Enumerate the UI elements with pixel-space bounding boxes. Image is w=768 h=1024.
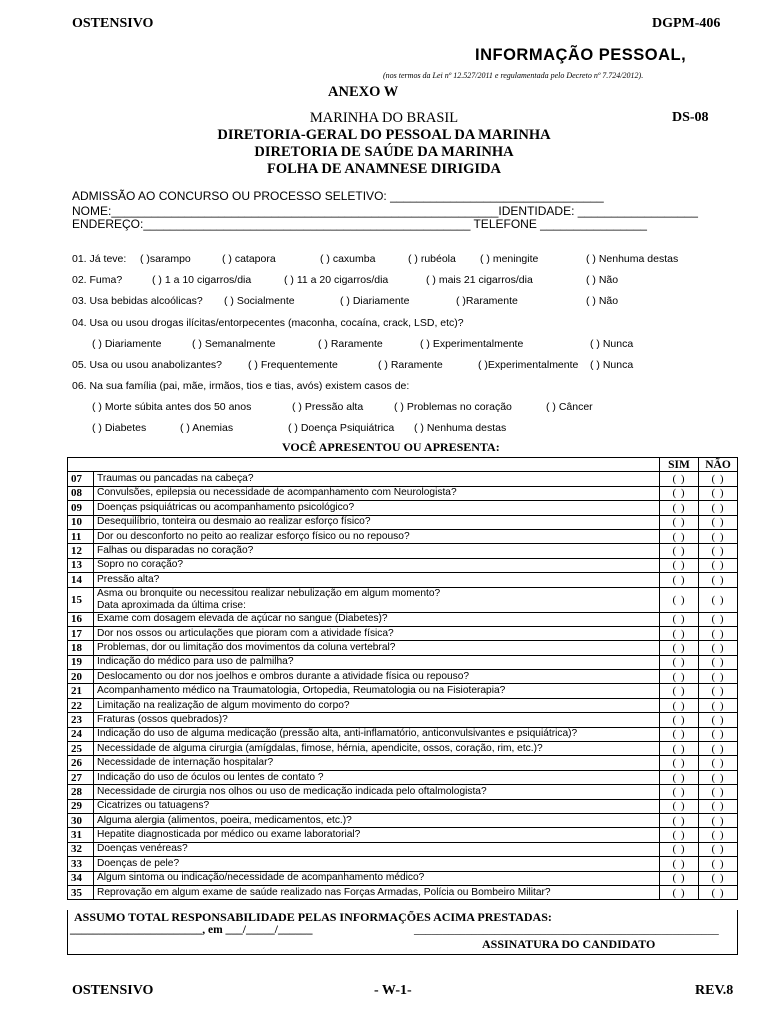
nao-checkbox[interactable]: ( ) [699, 486, 738, 500]
row-question [94, 573, 660, 587]
option-checkbox[interactable]: ( ) meningite [480, 253, 539, 265]
table-row [68, 813, 738, 827]
sim-checkbox[interactable]: ( ) [660, 785, 699, 799]
nao-checkbox[interactable]: ( ) [699, 558, 738, 572]
row-number: 20 [68, 670, 94, 684]
sim-checkbox[interactable]: ( ) [660, 799, 699, 813]
org-title-block [0, 110, 768, 178]
row-question-text: Acompanhamento médico na Traumatologia, Ortopedia, Reumatologia ou na Fisioterapia? [97, 685, 506, 697]
option-checkbox[interactable]: ( ) catapora [222, 253, 276, 265]
row-question [94, 828, 660, 842]
row-number: 11 [68, 529, 94, 543]
row-question [94, 655, 660, 669]
sim-checkbox[interactable]: ( ) [660, 756, 699, 770]
table-row [68, 785, 738, 799]
org-line: DIRETORIA DE SAÚDE DA MARINHA [254, 144, 514, 160]
org-line: MARINHA DO BRASIL [309, 110, 459, 126]
table-row [68, 655, 738, 669]
row-question [94, 684, 660, 698]
info-pessoal-note: (nos termos da Lei nº 12.527/2011 e regulamentada pelo Decreto nº 7.724/2012). [383, 71, 644, 80]
table-row [68, 558, 738, 572]
footer-revision: REV.8 [695, 983, 734, 998]
row-question [94, 486, 660, 500]
nao-checkbox[interactable]: ( ) [699, 713, 738, 727]
table-row [68, 770, 738, 784]
nao-checkbox[interactable]: ( ) [699, 626, 738, 640]
sim-checkbox[interactable]: ( ) [660, 501, 699, 515]
row-question [94, 785, 660, 799]
table-row [68, 501, 738, 515]
nao-checkbox[interactable]: ( ) [699, 742, 738, 756]
option-checkbox[interactable]: ( ) Pressão alta [292, 401, 364, 413]
signature-box [67, 910, 738, 955]
signature-line[interactable]: _____________________________________________________ [414, 924, 719, 936]
question-label: 05. Usa ou usou anabolizantes? [72, 359, 223, 371]
signature-label: ASSINATURA DO CANDIDATO [482, 937, 656, 951]
org-line: DIRETORIA-GERAL DO PESSOAL DA MARINHA [217, 127, 551, 143]
nao-checkbox[interactable]: ( ) [699, 544, 738, 558]
row-question-text: Algum sintoma ou indicação/necessidade de acompanhamento médico? [97, 872, 425, 884]
sim-checkbox[interactable]: ( ) [660, 573, 699, 587]
row-number: 16 [68, 612, 94, 626]
nao-checkbox[interactable]: ( ) [699, 573, 738, 587]
nao-checkbox[interactable]: ( ) [699, 501, 738, 515]
row-question-text: Cicatrizes ou tatuagens? [97, 800, 210, 812]
row-number: 18 [68, 641, 94, 655]
row-number: 30 [68, 813, 94, 827]
row-question [94, 813, 660, 827]
option-checkbox[interactable]: ( ) Doença Psiquiátrica [288, 422, 395, 434]
sim-checkbox[interactable]: ( ) [660, 670, 699, 684]
row-number: 08 [68, 486, 94, 500]
sim-checkbox[interactable]: ( ) [660, 857, 699, 871]
option-checkbox[interactable]: ( )sarampo [140, 253, 191, 265]
row-number: 31 [68, 828, 94, 842]
row-question [94, 612, 660, 626]
row-question [94, 558, 660, 572]
row-question-text: Indicação do uso de alguma medicação (pressão alta, anti-inflamatório, anticonvulsivantes e psiquiátrica)? [97, 728, 578, 740]
row-question-text: Sopro no coração? [97, 559, 184, 571]
nao-checkbox[interactable]: ( ) [699, 670, 738, 684]
row-question [94, 501, 660, 515]
option-checkbox[interactable]: ( ) Nunca [590, 338, 634, 350]
row-question-text: Fraturas (ossos quebrados)? [97, 713, 228, 725]
question-label: 02. Fuma? [72, 274, 123, 286]
sim-checkbox[interactable]: ( ) [660, 641, 699, 655]
option-checkbox[interactable]: ( ) caxumba [320, 253, 376, 265]
info-pessoal-title: INFORMAÇÃO PESSOAL, [475, 46, 687, 64]
question-label: 06. Na sua família (pai, mãe, irmãos, tios e tias, avós) existem casos de: [72, 380, 410, 392]
row-number: 09 [68, 501, 94, 515]
row-question-text: Exame com dosagem elevada de açúcar no sangue (Diabetes)? [97, 613, 388, 625]
nao-checkbox[interactable]: ( ) [699, 515, 738, 529]
row-number: 17 [68, 626, 94, 640]
sim-checkbox[interactable]: ( ) [660, 684, 699, 698]
nao-checkbox[interactable]: ( ) [699, 529, 738, 543]
row-number: 29 [68, 799, 94, 813]
option-checkbox[interactable]: ( ) Socialmente [224, 295, 295, 307]
table-row [68, 612, 738, 626]
question-label: 01. Já teve: [72, 253, 127, 265]
row-question-text: Necessidade de alguma cirurgia (amígdalas, fimose, hérnia, apendicite, ossos, coração, rim, etc.)? [97, 742, 543, 754]
header-spacer [68, 458, 660, 472]
table-row [68, 742, 738, 756]
option-checkbox[interactable]: ( ) Diariamente [340, 295, 410, 307]
address-phone-field[interactable]: ENDEREÇO:_________________________________________________ TELEFONE ________________ [72, 217, 647, 231]
sim-checkbox[interactable]: ( ) [660, 515, 699, 529]
row-question-text: Limitação na realização de algum movimento do corpo? [97, 699, 350, 711]
form-code: DS-08 [672, 110, 709, 125]
row-number: 23 [68, 713, 94, 727]
question-01 [72, 253, 679, 265]
table-row [68, 515, 738, 529]
row-question-text: Doenças psiquiátricas ou acompanhamento psicológico? [97, 501, 355, 513]
col-nao-header: NÃO [699, 458, 738, 472]
row-number: 34 [68, 871, 94, 885]
row-question-text: Alguma alergia (alimentos, poeira, medicamentos, etc.)? [97, 814, 352, 826]
table-row [68, 472, 738, 486]
row-question [94, 515, 660, 529]
name-identity-field[interactable]: NOME:__________________________________________________________IDENTIDADE: __________________ [72, 204, 698, 218]
option-checkbox[interactable]: ( ) rubéola [408, 253, 456, 265]
row-question [94, 544, 660, 558]
nao-checkbox[interactable]: ( ) [699, 641, 738, 655]
nao-checkbox[interactable]: ( ) [699, 698, 738, 712]
annex-label: ANEXO W [328, 84, 399, 100]
option-checkbox[interactable]: ( ) Morte súbita antes dos 50 anos [92, 401, 252, 413]
row-question-text: Convulsões, epilepsia ou necessidade de acompanhamento com Neurologista? [97, 487, 457, 499]
row-question-text: Necessidade de internação hospitalar? [97, 757, 274, 769]
option-checkbox[interactable]: ( ) Experimentalmente [420, 338, 524, 350]
nao-checkbox[interactable]: ( ) [699, 756, 738, 770]
sim-checkbox[interactable]: ( ) [660, 842, 699, 856]
sim-checkbox[interactable]: ( ) [660, 544, 699, 558]
nao-checkbox[interactable]: ( ) [699, 828, 738, 842]
option-checkbox[interactable]: ( ) Câncer [546, 401, 593, 413]
option-checkbox[interactable]: ( ) Problemas no coração [394, 401, 512, 413]
question-06 [72, 380, 409, 392]
nao-checkbox[interactable]: ( ) [699, 813, 738, 827]
admission-field[interactable]: ADMISSÃO AO CONCURSO OU PROCESSO SELETIVO: ________________________________ [72, 189, 604, 203]
row-question [94, 871, 660, 885]
sim-checkbox[interactable]: ( ) [660, 871, 699, 885]
row-question [94, 727, 660, 741]
row-question-text: Necessidade de cirurgia nos olhos ou uso de medicação indicada pelo oftalmologista? [97, 785, 487, 797]
row-number: 26 [68, 756, 94, 770]
table-row [68, 828, 738, 842]
row-question [94, 626, 660, 640]
option-checkbox[interactable]: ( ) 1 a 10 cigarros/dia [152, 274, 252, 286]
sim-checkbox[interactable]: ( ) [660, 529, 699, 543]
option-checkbox[interactable]: ( ) Nenhuma destas [414, 422, 507, 434]
table-row [68, 799, 738, 813]
question-05 [72, 359, 634, 371]
option-checkbox[interactable]: ( ) Semanalmente [192, 338, 276, 350]
row-question-text: Problemas, dor ou limitação dos movimentos da coluna vertebral? [97, 641, 396, 653]
sim-checkbox[interactable]: ( ) [660, 486, 699, 500]
row-number: 33 [68, 857, 94, 871]
option-checkbox[interactable]: ( )Raramente [456, 295, 518, 307]
sim-checkbox[interactable]: ( ) [660, 587, 699, 612]
nao-checkbox[interactable]: ( ) [699, 587, 738, 612]
row-question [94, 885, 660, 899]
table-row [68, 573, 738, 587]
row-question [94, 842, 660, 856]
option-checkbox[interactable]: ( ) Raramente [378, 359, 443, 371]
table-row [68, 587, 738, 612]
row-number: 21 [68, 684, 94, 698]
row-question [94, 756, 660, 770]
row-number: 14 [68, 573, 94, 587]
option-checkbox[interactable]: ( ) Raramente [318, 338, 383, 350]
table-row [68, 871, 738, 885]
row-question-text: Dor nos ossos ou articulações que pioram com a atividade física? [97, 627, 394, 639]
row-question [94, 529, 660, 543]
table-row [68, 670, 738, 684]
nao-checkbox[interactable]: ( ) [699, 885, 738, 899]
row-question [94, 713, 660, 727]
row-number: 15 [68, 587, 94, 612]
row-question-text: Indicação do médico para uso de palmilha? [97, 656, 294, 668]
nao-checkbox[interactable]: ( ) [699, 785, 738, 799]
option-checkbox[interactable]: ( ) Não [586, 274, 619, 286]
sim-checkbox[interactable]: ( ) [660, 742, 699, 756]
col-sim-header: SIM [660, 458, 699, 472]
date-line[interactable]: _______________________, em ___/_____/______ [70, 924, 313, 936]
row-question-text: Hepatite diagnosticada por médico ou exame laboratorial? [97, 829, 361, 841]
row-number: 32 [68, 842, 94, 856]
table-heading: VOCÊ APRESENTOU OU APRESENTA: [282, 440, 500, 454]
row-question [94, 641, 660, 655]
row-number: 07 [68, 472, 94, 486]
row-question [94, 799, 660, 813]
sim-checkbox[interactable]: ( ) [660, 770, 699, 784]
sim-checkbox[interactable]: ( ) [660, 612, 699, 626]
row-question-text: Traumas ou pancadas na cabeça? [97, 473, 254, 485]
row-question [94, 472, 660, 486]
question-label: 04. Usa ou usou drogas ilícitas/entorpecentes (maconha, cocaína, crack, LSD, etc)? [72, 317, 464, 329]
sim-checkbox[interactable]: ( ) [660, 727, 699, 741]
table-row [68, 842, 738, 856]
sim-checkbox[interactable]: ( ) [660, 713, 699, 727]
table-row [68, 641, 738, 655]
row-number: 10 [68, 515, 94, 529]
sim-checkbox[interactable]: ( ) [660, 813, 699, 827]
row-question-text: Doenças de pele? [97, 857, 180, 869]
table-row [68, 727, 738, 741]
option-checkbox[interactable]: ( ) Diabetes [92, 422, 147, 434]
row-question-text: Deslocamento ou dor nos joelhos e ombros durante a atividade física ou repouso? [97, 670, 470, 682]
row-question-text: Reprovação em algum exame de saúde realizado nas Forças Armadas, Polícia ou Bombeiro Militar? [97, 886, 551, 898]
header-classification: OSTENSIVO [72, 16, 154, 31]
nao-checkbox[interactable]: ( ) [699, 727, 738, 741]
option-checkbox[interactable]: ( )Experimentalmente [478, 359, 579, 371]
table-row [68, 544, 738, 558]
sim-checkbox[interactable]: ( ) [660, 558, 699, 572]
nao-checkbox[interactable]: ( ) [699, 770, 738, 784]
option-checkbox[interactable]: ( ) Nenhuma destas [586, 253, 679, 265]
row-question-text: Asma ou bronquite ou necessitou realizar nebulização em algum momento? [97, 587, 441, 599]
row-number: 24 [68, 727, 94, 741]
row-number: 25 [68, 742, 94, 756]
row-question [94, 698, 660, 712]
row-question-text: Falhas ou disparadas no coração? [97, 545, 254, 557]
row-question [94, 770, 660, 784]
row-question-text: Dor ou desconforto no peito ao realizar esforço físico ou no repouso? [97, 530, 410, 542]
row-number: 13 [68, 558, 94, 572]
table-row [68, 857, 738, 871]
question-04 [72, 317, 464, 329]
header-doc-code: DGPM-406 [652, 16, 721, 31]
option-checkbox[interactable]: ( ) Nunca [590, 359, 634, 371]
sim-checkbox[interactable]: ( ) [660, 626, 699, 640]
table-row [68, 529, 738, 543]
table-row [68, 626, 738, 640]
row-number: 35 [68, 885, 94, 899]
row-number: 22 [68, 698, 94, 712]
table-row [68, 885, 738, 899]
sim-checkbox[interactable]: ( ) [660, 698, 699, 712]
nao-checkbox[interactable]: ( ) [699, 842, 738, 856]
question-03 [72, 295, 619, 307]
row-number: 12 [68, 544, 94, 558]
question-label: 03. Usa bebidas alcoólicas? [72, 295, 203, 307]
option-checkbox[interactable]: ( ) Diariamente [92, 338, 162, 350]
table-row [68, 756, 738, 770]
table-row [68, 698, 738, 712]
row-question-text: Desequilíbrio, tonteira ou desmaio ao realizar esforço físico? [97, 516, 371, 528]
row-question-subtext: Data aproximada da última crise: [97, 599, 246, 611]
row-question [94, 857, 660, 871]
row-number: 27 [68, 770, 94, 784]
row-number: 28 [68, 785, 94, 799]
row-question-text: Indicação do uso de óculos ou lentes de contato ? [97, 771, 324, 783]
nao-checkbox[interactable]: ( ) [699, 799, 738, 813]
sim-checkbox[interactable]: ( ) [660, 828, 699, 842]
table-row [68, 713, 738, 727]
row-question-text: Doenças venéreas? [97, 843, 188, 855]
org-line: FOLHA DE ANAMNESE DIRIGIDA [266, 161, 502, 177]
nao-checkbox[interactable]: ( ) [699, 612, 738, 626]
nao-checkbox[interactable]: ( ) [699, 684, 738, 698]
table-row [68, 486, 738, 500]
option-checkbox[interactable]: ( ) Anemias [180, 422, 234, 434]
row-question [94, 670, 660, 684]
option-checkbox[interactable]: ( ) Não [586, 295, 619, 307]
nao-checkbox[interactable]: ( ) [699, 871, 738, 885]
health-questionnaire-table [67, 457, 738, 900]
sim-checkbox[interactable]: ( ) [660, 655, 699, 669]
footer-page-number: - W-1- [374, 983, 412, 998]
option-checkbox[interactable]: ( ) 11 a 20 cigarros/dia [284, 274, 389, 286]
row-question-text: Pressão alta? [97, 573, 160, 585]
option-checkbox[interactable]: ( ) Frequentemente [248, 359, 338, 371]
nao-checkbox[interactable]: ( ) [699, 857, 738, 871]
row-question [94, 742, 660, 756]
table-header-row [68, 458, 738, 472]
row-question [94, 587, 660, 612]
footer-classification: OSTENSIVO [72, 983, 154, 998]
nao-checkbox[interactable]: ( ) [699, 655, 738, 669]
responsibility-statement: ASSUMO TOTAL RESPONSABILIDADE PELAS INFORMAÇÕES ACIMA PRESTADAS: [74, 910, 552, 924]
table-row [68, 684, 738, 698]
question-02 [72, 274, 619, 286]
row-number: 19 [68, 655, 94, 669]
option-checkbox[interactable]: ( ) mais 21 cigarros/dia [426, 274, 533, 286]
nao-checkbox[interactable]: ( ) [699, 472, 738, 486]
sim-checkbox[interactable]: ( ) [660, 472, 699, 486]
sim-checkbox[interactable]: ( ) [660, 885, 699, 899]
